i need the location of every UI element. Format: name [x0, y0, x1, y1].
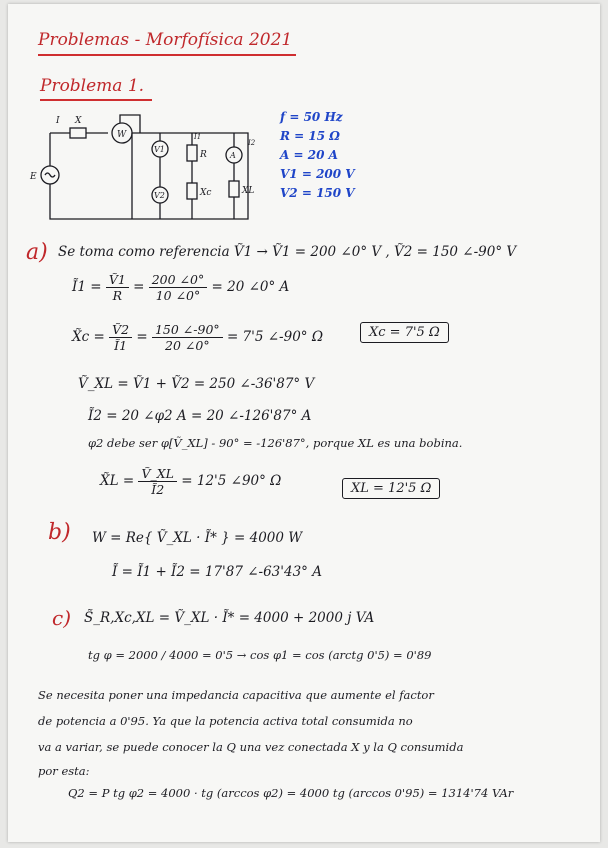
- part-a-reference: Se toma como referencia Ṽ1 → Ṽ1 = 200 ∠0° V , Ṽ2 = 150 ∠-90° V: [58, 244, 517, 260]
- problem-underline: [40, 99, 152, 101]
- xc-den2: 20 ∠0°: [165, 338, 210, 353]
- vxl-equation: Ṽ_XL = Ṽ1 + Ṽ2 = 250 ∠-36'87° V: [78, 376, 315, 392]
- xc-eq: =: [136, 329, 148, 345]
- paper-sheet: [8, 4, 600, 842]
- part-b-label: b): [48, 520, 71, 545]
- i1-den: R: [112, 288, 123, 303]
- circuit-label-I: I: [56, 116, 60, 126]
- xc-num: Ṽ2: [109, 322, 132, 338]
- xl-result: = 12'5 ∠90° Ω: [181, 473, 282, 489]
- circuit-diagram: [20, 111, 270, 233]
- xc-den: Ĩ1: [114, 338, 128, 353]
- circuit-label-R: R: [200, 150, 207, 160]
- i1-result: = 20 ∠0° A: [211, 279, 290, 295]
- xl-boxed-result: XL = 12'5 Ω: [342, 478, 440, 499]
- i1-den2: 10 ∠0°: [155, 288, 201, 303]
- xl-fraction: [138, 466, 176, 497]
- circuit-label-I1: I1: [194, 133, 202, 141]
- circuit-label-Xc: Xc: [200, 188, 212, 198]
- total-current-equation: Ĩ = Ĩ1 + Ĩ2 = 17'87 ∠-63'43° A: [112, 564, 322, 580]
- circuit-label-XL: XL: [242, 186, 255, 196]
- i1-eq: =: [133, 279, 145, 295]
- paragraph-line-3: va a variar, se puede conocer la Q una vez conectada X y la Q consumida: [38, 740, 464, 754]
- given-v1: V1 = 200 V: [280, 167, 355, 181]
- xc-fraction2: [152, 322, 223, 353]
- problem-heading: Problema 1.: [40, 76, 145, 96]
- part-c-label: c): [52, 606, 72, 630]
- given-a: A = 20 A: [280, 148, 338, 162]
- q2-equation: Q2 = P tg φ2 = 4000 · tg (arccos φ2) = 4000 tg (arccos 0'95) = 1314'74 VAr: [68, 786, 514, 800]
- xc-num2: 150 ∠-90°: [152, 322, 223, 338]
- xl-lhs: X̃L =: [100, 473, 135, 489]
- xc-lhs: X̃c =: [72, 329, 105, 345]
- xl-equation: [100, 466, 281, 497]
- circuit-label-X: X: [75, 116, 82, 126]
- circuit-label-A: A: [230, 151, 236, 160]
- tg-phi-equation: tg φ = 2000 / 4000 = 0'5 → cos φ1 = cos (arctg 0'5) = 0'89: [88, 648, 432, 662]
- i1-num: Ṽ1: [106, 272, 129, 288]
- given-f: f = 50 Hz: [280, 110, 343, 124]
- power-w-equation: W = Re{ Ṽ_XL · Ĩ* } = 4000 W: [92, 530, 303, 546]
- circuit-label-V2: V2: [154, 191, 165, 200]
- given-v2: V2 = 150 V: [280, 186, 355, 200]
- circuit-label-I2: I2: [248, 139, 256, 147]
- given-r: R = 15 Ω: [280, 129, 340, 143]
- xc-equation: [72, 322, 323, 353]
- xl-den: Ĩ2: [151, 482, 165, 497]
- paragraph-line-4: por esta:: [38, 764, 90, 778]
- circuit-label-W: W: [117, 130, 127, 140]
- circuit-label-E: E: [30, 172, 37, 182]
- i1-num2: 200 ∠0°: [149, 272, 208, 288]
- page-title: Problemas - Morfofísica 2021: [38, 30, 293, 50]
- xc-fraction: [109, 322, 132, 353]
- i1-fraction: [106, 272, 129, 303]
- i1-equation: [72, 272, 289, 303]
- i2-equation: Ĩ2 = 20 ∠φ2 A = 20 ∠-126'87° A: [88, 408, 312, 424]
- part-a-label: a): [26, 240, 48, 265]
- circuit-label-V1: V1: [154, 145, 165, 154]
- complex-power-equation: S̃_R,Xc,XL = Ṽ_XL · Ĩ* = 4000 + 2000 j VA: [84, 610, 375, 626]
- xc-boxed-result: Xc = 7'5 Ω: [360, 322, 449, 343]
- paragraph-line-2: de potencia a 0'95. Ya que la potencia activa total consumida no: [38, 714, 413, 728]
- title-underline: [38, 54, 296, 56]
- xl-num: Ṽ_XL: [138, 466, 176, 482]
- given-values: [280, 108, 355, 203]
- i1-lhs: Ĩ1 =: [72, 279, 102, 295]
- i1-fraction2: [149, 272, 208, 303]
- paragraph-line-1: Se necesita poner una impedancia capacitiva que aumente el factor: [38, 688, 434, 702]
- phi2-explanation: φ2 debe ser φ[Ṽ_XL] - 90° = -126'87°, porque XL es una bobina.: [88, 436, 463, 450]
- xc-result: = 7'5 ∠-90° Ω: [226, 329, 324, 345]
